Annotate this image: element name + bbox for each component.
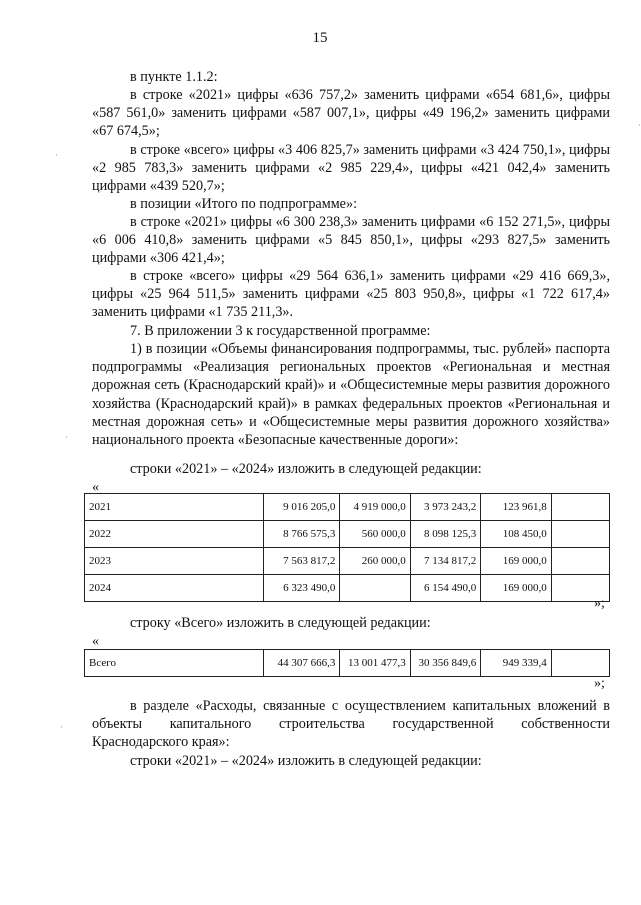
value-cell: 6 323 490,0: [263, 575, 340, 602]
close-quote: »;: [594, 676, 605, 691]
year-cell: 2024: [85, 575, 264, 602]
table-row: [85, 521, 610, 548]
table-row: [85, 548, 610, 575]
value-cell: 260 000,0: [340, 548, 410, 575]
margin-mark: ·: [60, 722, 63, 732]
paragraph: строку «Всего» изложить в следующей редакции:: [130, 615, 431, 631]
margin-mark: ·: [65, 432, 68, 442]
table-years: [84, 493, 610, 602]
value-cell: 30 356 849,6: [410, 650, 480, 677]
value-cell: 560 000,0: [340, 521, 410, 548]
value-cell: 8 098 125,3: [410, 521, 480, 548]
value-cell: 3 973 243,2: [410, 494, 480, 521]
value-cell: [551, 521, 609, 548]
value-cell: 6 154 490,0: [410, 575, 480, 602]
table-row: [85, 494, 610, 521]
margin-mark: ·: [55, 150, 58, 160]
value-cell: 7 134 817,2: [410, 548, 480, 575]
value-cell: 949 339,4: [481, 650, 551, 677]
close-quote: »;: [594, 596, 605, 611]
paragraph: в строке «всего» цифры «29 564 636,1» заменить цифрами «29 416 669,3», цифры «25 964 511,5» заменить цифрами «25 803 950,8», цифры «1 722 617,4» заменить цифрами «1 735 211,3».: [92, 268, 610, 321]
paragraph: строки «2021» – «2024» изложить в следующей редакции:: [130, 753, 482, 769]
value-cell: 44 307 666,3: [263, 650, 340, 677]
value-cell: [340, 575, 410, 602]
table-row: [85, 575, 610, 602]
open-quote: «: [92, 480, 99, 495]
paragraph: в строке «2021» цифры «6 300 238,3» заменить цифрами «6 152 271,5», цифры «6 006 410,8» заменить цифрами «5 845 850,1», цифры «293 827,5» заменить цифрами «306 421,4»;: [92, 214, 610, 267]
value-cell: 123 961,8: [481, 494, 551, 521]
table-row: [85, 650, 610, 677]
table-total: [84, 649, 610, 677]
value-cell: [551, 548, 609, 575]
value-cell: 9 016 205,0: [263, 494, 340, 521]
paragraph: 1) в позиции «Объемы финансирования подпрограммы, тыс. рублей» паспорта подпрограммы «Реализация региональных проектов «Региональная и местная дорожная сеть (Краснодарский край)» и «Общесистемные меры развития дорожного хозяйства (Краснодарский край)» в рамках федеральных проектов «Региональная и местная дорожная сеть» и «Общесистемные меры развития дорожного хозяйства» национального проекта «Безопасные качественные дороги»:: [92, 341, 610, 449]
paragraph: в разделе «Расходы, связанные с осуществлением капитальных вложений в объекты капитального строительства государственной собственности Краснодарского края»:: [92, 698, 610, 751]
year-cell: 2023: [85, 548, 264, 575]
value-cell: 8 766 575,3: [263, 521, 340, 548]
value-cell: 169 000,0: [481, 575, 551, 602]
paragraph: 7. В приложении 3 к государственной программе:: [130, 323, 431, 339]
paragraph: в пункте 1.1.2:: [130, 69, 218, 85]
paragraph: строки «2021» – «2024» изложить в следующей редакции:: [130, 461, 482, 477]
value-cell: 7 563 817,2: [263, 548, 340, 575]
value-cell: 169 000,0: [481, 548, 551, 575]
label-cell: Всего: [85, 650, 264, 677]
year-cell: 2022: [85, 521, 264, 548]
paragraph: в строке «всего» цифры «3 406 825,7» заменить цифрами «3 424 750,1», цифры «2 985 783,3» заменить цифрами «2 985 229,4», цифры «421 042,4» заменить цифрами «439 520,7»;: [92, 142, 610, 195]
open-quote: «: [92, 634, 99, 649]
page-number: 15: [312, 30, 328, 46]
value-cell: 108 450,0: [481, 521, 551, 548]
value-cell: 4 919 000,0: [340, 494, 410, 521]
value-cell: [551, 650, 609, 677]
margin-mark: ·: [638, 120, 641, 130]
paragraph: в позиции «Итого по подпрограмме»:: [130, 196, 358, 212]
year-cell: 2021: [85, 494, 264, 521]
value-cell: [551, 494, 609, 521]
value-cell: 13 001 477,3: [340, 650, 410, 677]
paragraph: в строке «2021» цифры «636 757,2» заменить цифрами «654 681,6», цифры «587 561,0» заменить цифрами «587 007,1», цифры «49 196,2» заменить цифрами «67 674,5»;: [92, 87, 610, 140]
